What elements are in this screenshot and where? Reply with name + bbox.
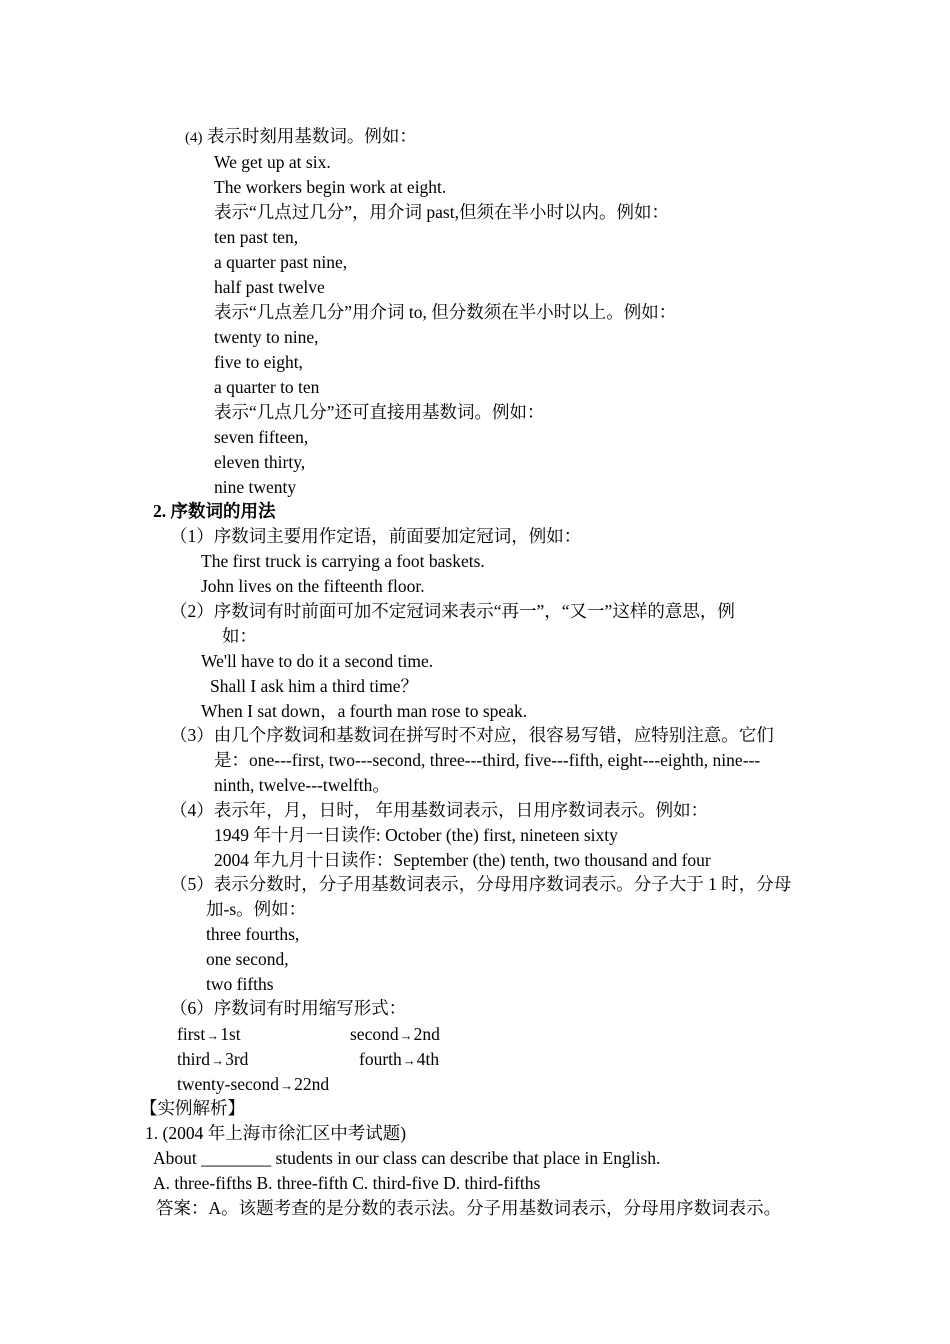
rule-line: （5）表示分数时，分子用基数词表示，分母用序数词表示。分子大于 1 时，分母 — [170, 874, 792, 894]
example-line: two fifths — [206, 974, 274, 994]
example-line: half past twelve — [214, 277, 325, 297]
rule-line: 表示“几点差几分”用介词 to, 但分数须在半小时以上。例如： — [214, 302, 677, 322]
abbr-word: twenty-second — [177, 1074, 280, 1094]
example-line: When I sat down，a fourth man rose to speak. — [201, 701, 528, 721]
rule-line: （6）序数词有时用缩写形式： — [170, 998, 407, 1018]
example-line: a quarter to ten — [214, 377, 320, 397]
abbr-short: 4th — [416, 1049, 440, 1069]
rule-line: 是：one---first, two---second, three---third, five---fifth, eight---eighth, nine--- — [214, 750, 761, 770]
question-source: 1. (2004 年上海市徐汇区中考试题) — [145, 1123, 407, 1143]
rule-line: （2）序数词有时前面可加不定冠词来表示“再一”，“又一”这样的意思，例 — [170, 601, 735, 621]
example-line: The workers begin work at eight. — [214, 177, 447, 197]
abbr-item — [359, 1048, 439, 1072]
abbr-short: 2nd — [413, 1024, 440, 1044]
sec4-heading — [185, 125, 417, 149]
answer-options: A. three-fifths B. three-fifth C. third-five D. third-fifths — [153, 1173, 541, 1193]
abbr-word: fourth — [359, 1049, 402, 1069]
rule-line: 如： — [222, 626, 257, 646]
rule-line: （3）由几个序数词和基数词在拼写时不对应，很容易写错，应特别注意。它们 — [170, 725, 774, 745]
rule-line: 表示“几点过几分”，用介词 past,但须在半小时以内。例如： — [214, 202, 669, 222]
arrow-icon: → — [206, 1028, 220, 1043]
sec4-number: (4) — [185, 130, 203, 146]
rule-line: 加-s。例如： — [206, 899, 307, 919]
abbr-item — [177, 1073, 329, 1097]
example-line: seven fifteen, — [214, 427, 309, 447]
example-line: eleven thirty, — [214, 452, 306, 472]
example-line: Shall I ask him a third time？ — [210, 676, 419, 696]
section-title: 2. 序数词的用法 — [153, 501, 276, 521]
example-line: 2004 年九月十日读作：September (the) tenth, two thousand and four — [214, 850, 711, 870]
abbr-word: third — [177, 1049, 211, 1069]
abbr-word: second — [350, 1024, 399, 1044]
example-line: ten past ten, — [214, 227, 299, 247]
abbr-item — [177, 1048, 248, 1072]
example-line: a quarter past nine, — [214, 252, 348, 272]
abbr-short: 3rd — [225, 1049, 249, 1069]
example-line: twenty to nine, — [214, 327, 319, 347]
rule-line: 表示“几点几分”还可直接用基数词。例如： — [214, 402, 545, 422]
example-line: one second, — [206, 949, 289, 969]
example-line: The first truck is carrying a foot baskets. — [201, 551, 485, 571]
rule-line: （1）序数词主要用作定语，前面要加定冠词，例如： — [170, 526, 582, 546]
example-line: We get up at six. — [214, 152, 331, 172]
abbr-word: first — [177, 1024, 206, 1044]
example-line: five to eight, — [214, 352, 303, 372]
arrow-icon: → — [211, 1053, 225, 1068]
example-line: 1949 年十月一日读作: October (the) first, nineteen sixty — [214, 825, 618, 845]
arrow-icon: → — [280, 1078, 294, 1093]
example-line: nine twenty — [214, 477, 297, 497]
arrow-icon: → — [399, 1028, 413, 1043]
rule-line: （4）表示年，月，日时， 年用基数词表示，日用序数词表示。例如： — [170, 800, 709, 820]
abbr-item — [350, 1023, 440, 1047]
example-line: We'll have to do it a second time. — [201, 651, 434, 671]
abbr-short: 1st — [220, 1024, 241, 1044]
question-text: About ________ students in our class can describe that place in English. — [153, 1148, 661, 1168]
abbr-item — [177, 1023, 241, 1047]
arrow-icon: → — [402, 1053, 416, 1068]
example-line: John lives on the fifteenth floor. — [201, 576, 425, 596]
rule-line: ninth, twelve---twelfth。 — [214, 775, 390, 795]
sec4-heading-text: 表示时刻用基数词。例如： — [206, 126, 417, 146]
example-line: three fourths, — [206, 924, 300, 944]
answer-explanation: 答案：A。该题考查的是分数的表示法。分子用基数词表示，分母用序数词表示。 — [156, 1198, 782, 1218]
example-header: 【实例解析】 — [140, 1098, 245, 1118]
abbr-short: 22nd — [294, 1074, 330, 1094]
